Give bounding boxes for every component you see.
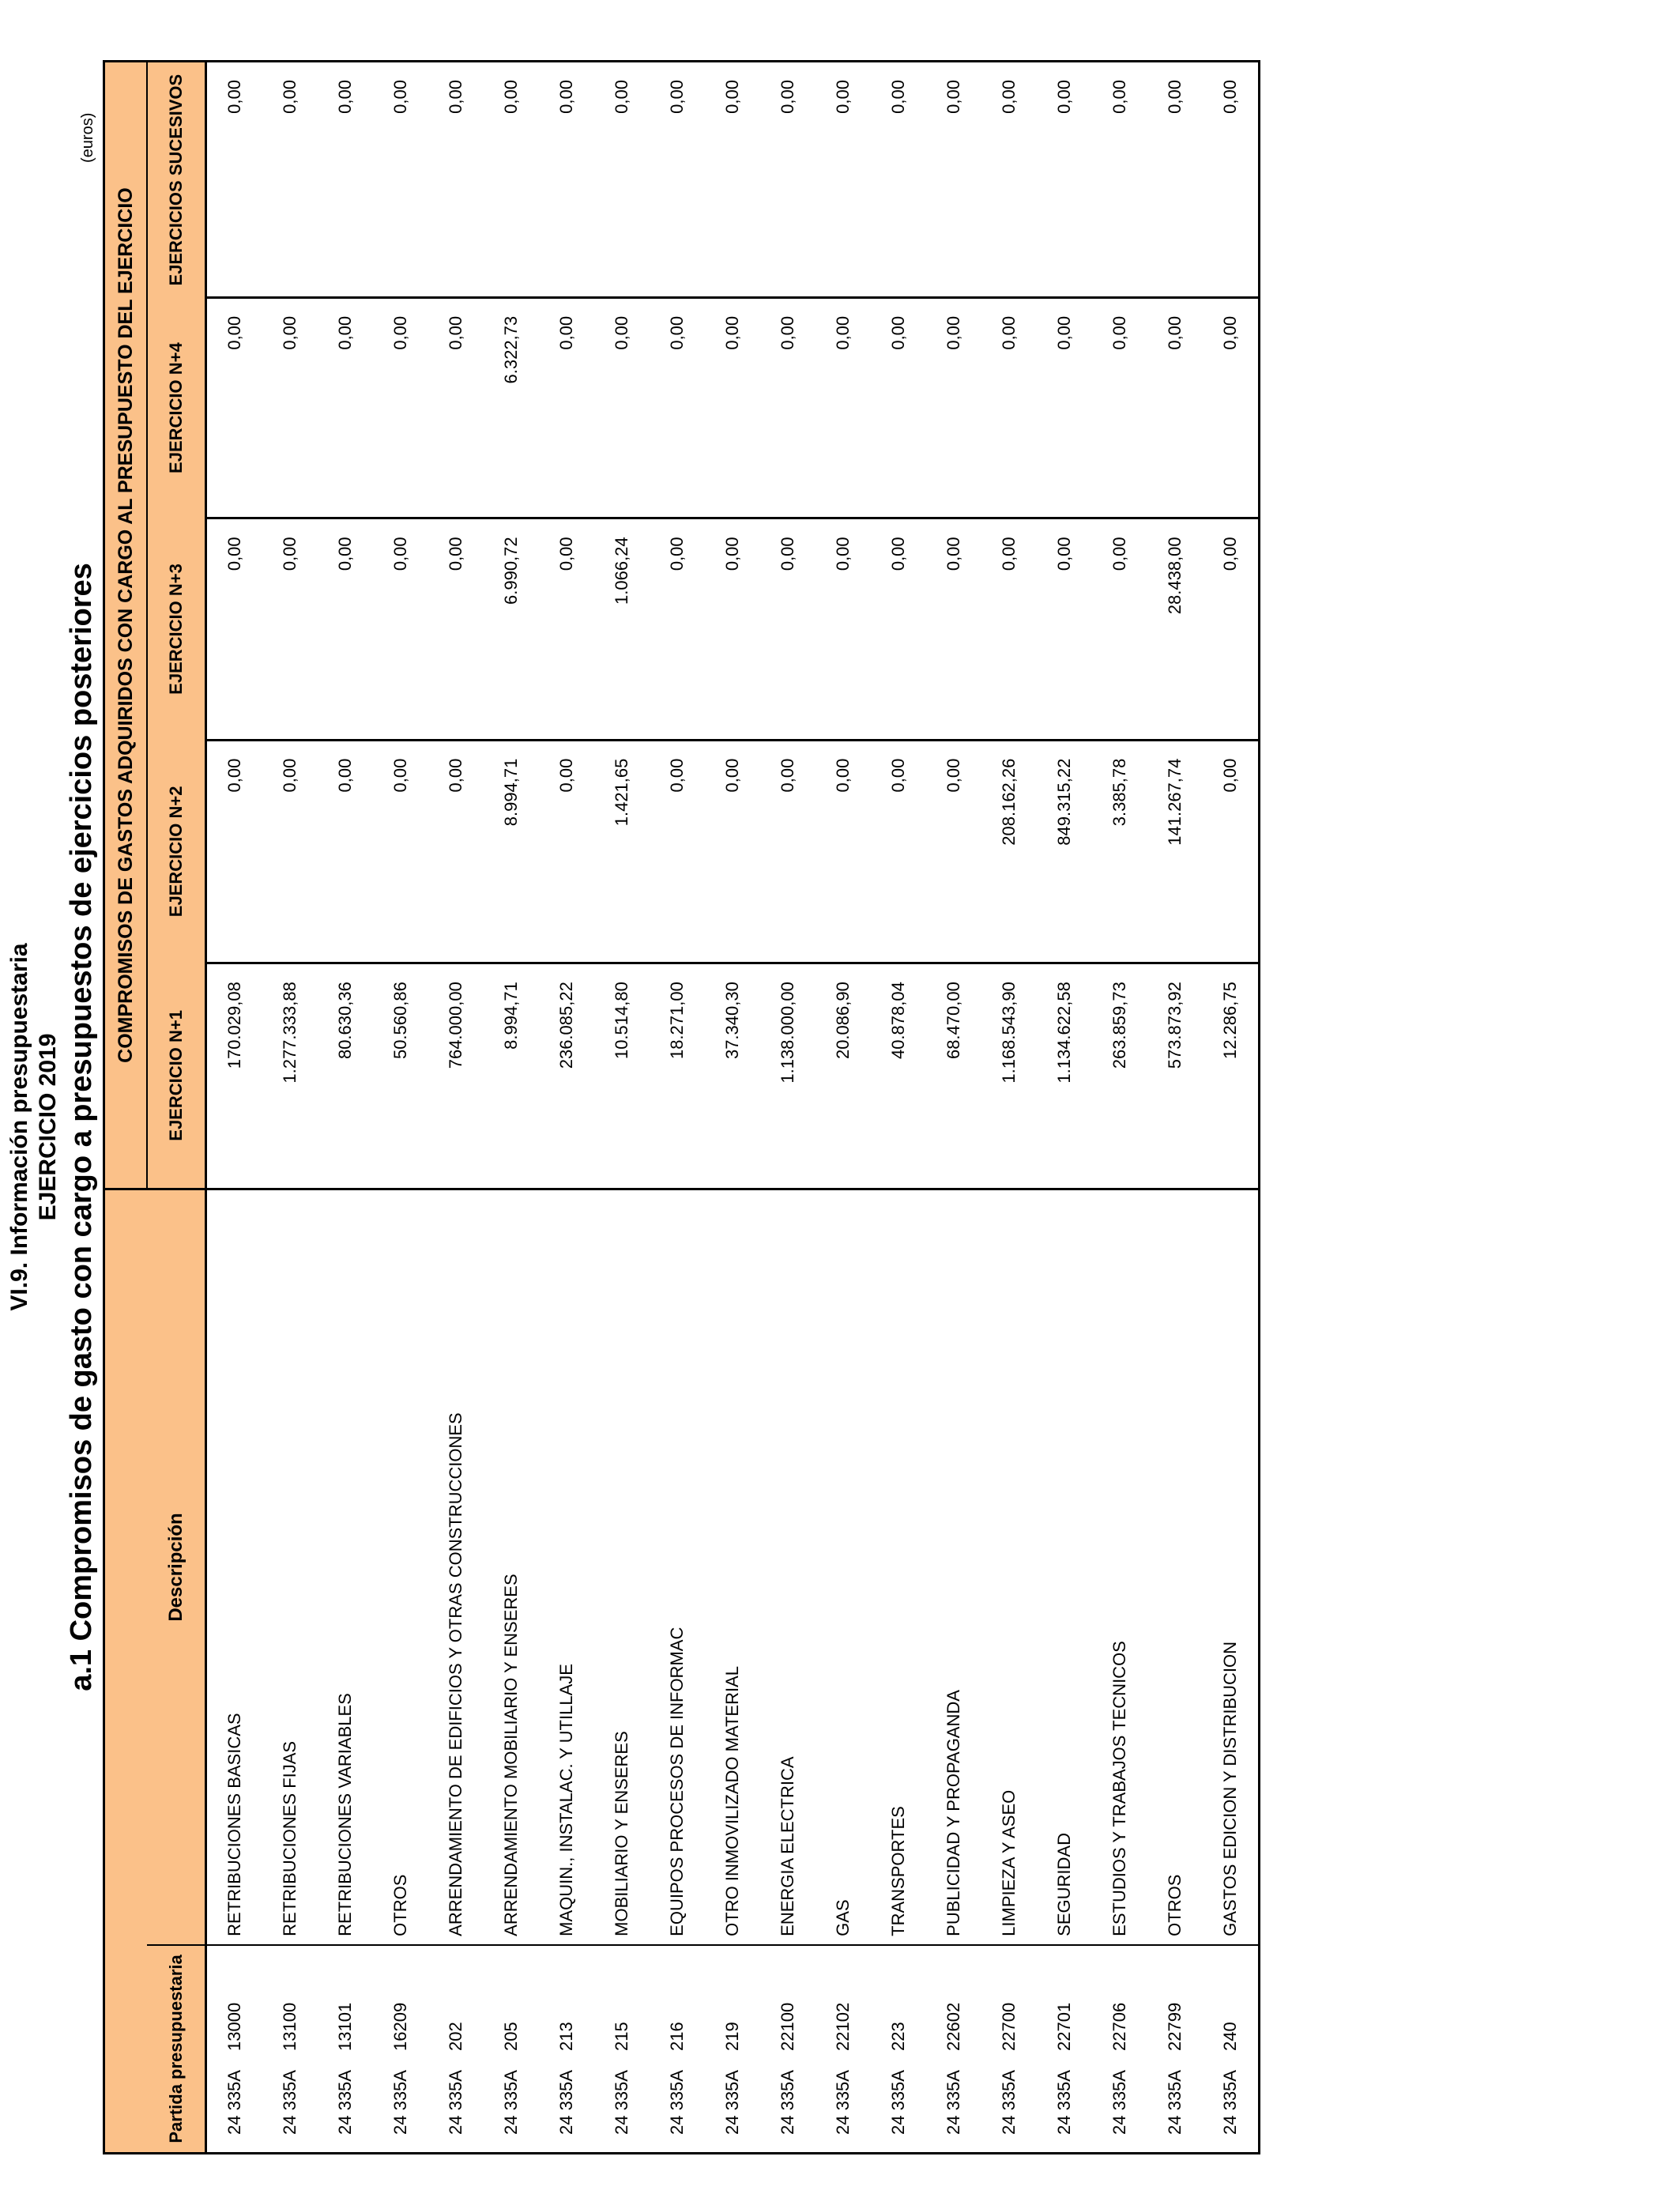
col-header-partida: Partida presupuestaria bbox=[147, 1945, 206, 2154]
cell-n3: 0,00 bbox=[539, 518, 594, 740]
table-row bbox=[373, 62, 428, 2154]
cell-descripcion: ARRENDAMIENTO DE EDIFICIOS Y OTRAS CONSTRUCCIONES bbox=[428, 1189, 484, 1945]
cell-descripcion: OTROS bbox=[373, 1189, 428, 1945]
partida-concepto: 240 bbox=[1220, 2022, 1240, 2051]
cell-n4: 0,00 bbox=[262, 297, 318, 518]
rotated-page bbox=[0, 60, 1680, 2194]
cell-n3: 0,00 bbox=[1092, 518, 1147, 740]
group-header: COMPROMISOS DE GASTOS ADQUIRIDOS CON CARGO AL PRESUPUESTO DEL EJERCICIO bbox=[104, 62, 148, 1189]
cell-n1: 1.138.000,00 bbox=[760, 963, 816, 1189]
partida-capitulo: 24 335A bbox=[501, 2070, 521, 2135]
partida-concepto: 215 bbox=[612, 2022, 631, 2051]
cell-n3: 28.438,00 bbox=[1147, 518, 1203, 740]
cell-n1: 1.277.333,88 bbox=[262, 963, 318, 1189]
cell-sucesivos: 0,00 bbox=[539, 62, 594, 298]
partida-capitulo: 24 335A bbox=[778, 2070, 797, 2135]
col-header-n2: EJERCICIO N+2 bbox=[147, 740, 206, 963]
cell-n3: 0,00 bbox=[318, 518, 373, 740]
cell-partida bbox=[1203, 1945, 1260, 2154]
cell-n3: 0,00 bbox=[760, 518, 816, 740]
partida-concepto: 219 bbox=[722, 2022, 742, 2051]
cell-partida bbox=[206, 1945, 263, 2154]
partida-capitulo: 24 335A bbox=[556, 2070, 576, 2135]
cell-partida bbox=[594, 1945, 650, 2154]
partida-concepto: 16209 bbox=[390, 2002, 410, 2051]
col-header-n1: EJERCICIO N+1 bbox=[147, 963, 206, 1189]
cell-partida bbox=[262, 1945, 318, 2154]
partida-concepto: 216 bbox=[667, 2022, 687, 2051]
cell-descripcion: RETRIBUCIONES BASICAS bbox=[206, 1189, 263, 1945]
cell-sucesivos: 0,00 bbox=[1092, 62, 1147, 298]
table-row bbox=[926, 62, 981, 2154]
cell-n2: 0,00 bbox=[760, 740, 816, 963]
partida-concepto: 22602 bbox=[944, 2002, 963, 2051]
cell-n4: 0,00 bbox=[1203, 297, 1260, 518]
cell-n1: 10.514,80 bbox=[594, 963, 650, 1189]
cell-n4: 0,00 bbox=[705, 297, 760, 518]
cell-n2: 0,00 bbox=[206, 740, 263, 963]
cell-descripcion: MOBILIARIO Y ENSERES bbox=[594, 1189, 650, 1945]
partida-capitulo: 24 335A bbox=[446, 2070, 465, 2135]
partida-concepto: 13101 bbox=[335, 2002, 355, 2051]
cell-partida bbox=[650, 1945, 705, 2154]
cell-n3: 0,00 bbox=[1037, 518, 1092, 740]
cell-n2: 0,00 bbox=[318, 740, 373, 963]
cell-partida bbox=[1092, 1945, 1147, 2154]
cell-n2: 0,00 bbox=[705, 740, 760, 963]
section-title: VI.9. Información presupuestaria bbox=[6, 943, 32, 1311]
cell-partida bbox=[318, 1945, 373, 2154]
cell-n1: 1.168.543,90 bbox=[981, 963, 1037, 1189]
partida-capitulo: 24 335A bbox=[1109, 2070, 1129, 2135]
cell-n2: 849.315,22 bbox=[1037, 740, 1092, 963]
partida-capitulo: 24 335A bbox=[667, 2070, 687, 2135]
table-body bbox=[206, 62, 1260, 2154]
cell-partida bbox=[373, 1945, 428, 2154]
partida-concepto: 22700 bbox=[999, 2002, 1019, 2051]
cell-sucesivos: 0,00 bbox=[760, 62, 816, 298]
col-header-n4: EJERCICIO N+4 bbox=[147, 297, 206, 518]
table-row bbox=[1147, 62, 1203, 2154]
partida-concepto: 202 bbox=[446, 2022, 465, 2051]
cell-n2: 1.421,65 bbox=[594, 740, 650, 963]
cell-descripcion: MAQUIN., INSTALAC. Y UTILLAJE bbox=[539, 1189, 594, 1945]
table-row bbox=[981, 62, 1037, 2154]
partida-concepto: 22701 bbox=[1054, 2002, 1074, 2051]
cell-n4: 0,00 bbox=[1092, 297, 1147, 518]
cell-n3: 0,00 bbox=[428, 518, 484, 740]
col-header-n3: EJERCICIO N+3 bbox=[147, 518, 206, 740]
table-row bbox=[816, 62, 871, 2154]
cell-n1: 236.085,22 bbox=[539, 963, 594, 1189]
header-blank-mid bbox=[104, 1189, 148, 1945]
cell-n1: 40.878,04 bbox=[871, 963, 926, 1189]
table-row bbox=[428, 62, 484, 2154]
cell-sucesivos: 0,00 bbox=[926, 62, 981, 298]
cell-partida bbox=[539, 1945, 594, 2154]
cell-descripcion: ESTUDIOS Y TRABAJOS TECNICOS bbox=[1092, 1189, 1147, 1945]
partida-capitulo: 24 335A bbox=[999, 2070, 1019, 2135]
cell-n4: 0,00 bbox=[206, 297, 263, 518]
cell-sucesivos: 0,00 bbox=[206, 62, 263, 298]
cell-n4: 0,00 bbox=[760, 297, 816, 518]
cell-n4: 0,00 bbox=[650, 297, 705, 518]
cell-descripcion: GAS bbox=[816, 1189, 871, 1945]
partida-capitulo: 24 335A bbox=[224, 2070, 244, 2135]
partida-capitulo: 24 335A bbox=[335, 2070, 355, 2135]
cell-partida bbox=[816, 1945, 871, 2154]
partida-concepto: 22100 bbox=[778, 2002, 797, 2051]
cell-descripcion: OTROS bbox=[1147, 1189, 1203, 1945]
partida-concepto: 13000 bbox=[224, 2002, 244, 2051]
partida-concepto: 213 bbox=[556, 2022, 576, 2051]
cell-n3: 0,00 bbox=[1203, 518, 1260, 740]
cell-n4: 0,00 bbox=[871, 297, 926, 518]
cell-n3: 0,00 bbox=[926, 518, 981, 740]
cell-n1: 50.560,86 bbox=[373, 963, 428, 1189]
cell-n2: 0,00 bbox=[539, 740, 594, 963]
cell-descripcion: ENERGIA ELECTRICA bbox=[760, 1189, 816, 1945]
cell-n3: 0,00 bbox=[816, 518, 871, 740]
cell-n4: 0,00 bbox=[318, 297, 373, 518]
partida-capitulo: 24 335A bbox=[888, 2070, 908, 2135]
cell-n1: 170.029,08 bbox=[206, 963, 263, 1189]
cell-descripcion: TRANSPORTES bbox=[871, 1189, 926, 1945]
table-row bbox=[871, 62, 926, 2154]
cell-sucesivos: 0,00 bbox=[705, 62, 760, 298]
cell-partida bbox=[428, 1945, 484, 2154]
partida-capitulo: 24 335A bbox=[1165, 2070, 1185, 2135]
cell-n1: 764.000,00 bbox=[428, 963, 484, 1189]
cell-n1: 20.086,90 bbox=[816, 963, 871, 1189]
cell-n3: 1.066,24 bbox=[594, 518, 650, 740]
cell-sucesivos: 0,00 bbox=[981, 62, 1037, 298]
partida-capitulo: 24 335A bbox=[833, 2070, 853, 2135]
cell-n4: 0,00 bbox=[1037, 297, 1092, 518]
cell-sucesivos: 0,00 bbox=[594, 62, 650, 298]
table-row bbox=[760, 62, 816, 2154]
cell-descripcion: GASTOS EDICION Y DISTRIBUCION bbox=[1203, 1189, 1260, 1945]
partida-capitulo: 24 335A bbox=[612, 2070, 631, 2135]
cell-n2: 0,00 bbox=[428, 740, 484, 963]
cell-descripcion: PUBLICIDAD Y PROPAGANDA bbox=[926, 1189, 981, 1945]
cell-n4: 0,00 bbox=[594, 297, 650, 518]
cell-sucesivos: 0,00 bbox=[428, 62, 484, 298]
cell-n3: 0,00 bbox=[650, 518, 705, 740]
partida-capitulo: 24 335A bbox=[1220, 2070, 1240, 2135]
cell-n3: 0,00 bbox=[871, 518, 926, 740]
table-row bbox=[539, 62, 594, 2154]
col-header-sucesivos: EJERCICIOS SUCESIVOS bbox=[147, 62, 206, 298]
cell-partida bbox=[705, 1945, 760, 2154]
cell-partida bbox=[981, 1945, 1037, 2154]
cell-sucesivos: 0,00 bbox=[262, 62, 318, 298]
currency-unit: (euros) bbox=[79, 112, 96, 163]
cell-sucesivos: 0,00 bbox=[1147, 62, 1203, 298]
cell-sucesivos: 0,00 bbox=[871, 62, 926, 298]
partida-concepto: 22799 bbox=[1165, 2002, 1185, 2051]
table-row bbox=[594, 62, 650, 2154]
table-row bbox=[262, 62, 318, 2154]
partida-concepto: 223 bbox=[888, 2022, 908, 2051]
cell-n1: 573.873,92 bbox=[1147, 963, 1203, 1189]
cell-n4: 0,00 bbox=[428, 297, 484, 518]
cell-n4: 0,00 bbox=[816, 297, 871, 518]
cell-n1: 37.340,30 bbox=[705, 963, 760, 1189]
cell-n2: 3.385,78 bbox=[1092, 740, 1147, 963]
cell-n3: 0,00 bbox=[705, 518, 760, 740]
cell-partida bbox=[760, 1945, 816, 2154]
table-row bbox=[1092, 62, 1147, 2154]
cell-partida bbox=[1147, 1945, 1203, 2154]
cell-n3: 0,00 bbox=[981, 518, 1037, 740]
cell-n2: 208.162,26 bbox=[981, 740, 1037, 963]
cell-n1: 12.286,75 bbox=[1203, 963, 1260, 1189]
cell-n4: 0,00 bbox=[926, 297, 981, 518]
cell-partida bbox=[871, 1945, 926, 2154]
partida-capitulo: 24 335A bbox=[944, 2070, 963, 2135]
cell-sucesivos: 0,00 bbox=[484, 62, 539, 298]
header-blank-left bbox=[104, 1945, 148, 2154]
cell-n4: 0,00 bbox=[539, 297, 594, 518]
cell-descripcion: SEGURIDAD bbox=[1037, 1189, 1092, 1945]
cell-n1: 68.470,00 bbox=[926, 963, 981, 1189]
partida-capitulo: 24 335A bbox=[390, 2070, 410, 2135]
partida-concepto: 13100 bbox=[280, 2002, 299, 2051]
cell-partida bbox=[1037, 1945, 1092, 2154]
partida-capitulo: 24 335A bbox=[1054, 2070, 1074, 2135]
cell-sucesivos: 0,00 bbox=[1203, 62, 1260, 298]
cell-descripcion: LIMPIEZA Y ASEO bbox=[981, 1189, 1037, 1945]
cell-n4: 0,00 bbox=[373, 297, 428, 518]
cell-descripcion: RETRIBUCIONES VARIABLES bbox=[318, 1189, 373, 1945]
cell-n4: 6.322,73 bbox=[484, 297, 539, 518]
cell-sucesivos: 0,00 bbox=[650, 62, 705, 298]
table-row bbox=[705, 62, 760, 2154]
cell-n2: 0,00 bbox=[871, 740, 926, 963]
table-row bbox=[1203, 62, 1260, 2154]
cell-n1: 80.630,36 bbox=[318, 963, 373, 1189]
cell-descripcion: EQUIPOS PROCESOS DE INFORMAC bbox=[650, 1189, 705, 1945]
cell-descripcion: OTRO INMOVILIZADO MATERIAL bbox=[705, 1189, 760, 1945]
table-row bbox=[206, 62, 263, 2154]
cell-partida bbox=[484, 1945, 539, 2154]
cell-n3: 6.990,72 bbox=[484, 518, 539, 740]
cell-sucesivos: 0,00 bbox=[318, 62, 373, 298]
partida-capitulo: 24 335A bbox=[280, 2070, 299, 2135]
cell-n1: 1.134.622,58 bbox=[1037, 963, 1092, 1189]
cell-n2: 141.267,74 bbox=[1147, 740, 1203, 963]
commitments-table bbox=[103, 60, 1260, 2154]
cell-n2: 0,00 bbox=[926, 740, 981, 963]
cell-n3: 0,00 bbox=[373, 518, 428, 740]
cell-n1: 8.994,71 bbox=[484, 963, 539, 1189]
fiscal-year-title: EJERCICIO 2019 bbox=[35, 1033, 61, 1221]
cell-descripcion: RETRIBUCIONES FIJAS bbox=[262, 1189, 318, 1945]
cell-partida bbox=[926, 1945, 981, 2154]
table-row bbox=[1037, 62, 1092, 2154]
cell-n2: 0,00 bbox=[1203, 740, 1260, 963]
cell-n1: 18.271,00 bbox=[650, 963, 705, 1189]
col-header-descripcion: Descripción bbox=[147, 1189, 206, 1945]
partida-concepto: 22102 bbox=[833, 2002, 853, 2051]
cell-n4: 0,00 bbox=[1147, 297, 1203, 518]
cell-n1: 263.859,73 bbox=[1092, 963, 1147, 1189]
table-row bbox=[318, 62, 373, 2154]
table-row bbox=[650, 62, 705, 2154]
partida-concepto: 205 bbox=[501, 2022, 521, 2051]
partida-capitulo: 24 335A bbox=[722, 2070, 742, 2135]
cell-n4: 0,00 bbox=[981, 297, 1037, 518]
cell-n2: 0,00 bbox=[373, 740, 428, 963]
table-row bbox=[484, 62, 539, 2154]
cell-n2: 0,00 bbox=[816, 740, 871, 963]
cell-n2: 0,00 bbox=[650, 740, 705, 963]
cell-sucesivos: 0,00 bbox=[373, 62, 428, 298]
cell-n3: 0,00 bbox=[262, 518, 318, 740]
partida-concepto: 22706 bbox=[1109, 2002, 1129, 2051]
cell-n2: 0,00 bbox=[262, 740, 318, 963]
table-title: a.1 Compromisos de gasto con cargo a presupuestos de ejercicios posteriores bbox=[65, 563, 98, 1691]
cell-sucesivos: 0,00 bbox=[816, 62, 871, 298]
cell-descripcion: ARRENDAMIENTO MOBILIARIO Y ENSERES bbox=[484, 1189, 539, 1945]
cell-n3: 0,00 bbox=[206, 518, 263, 740]
cell-n2: 8.994,71 bbox=[484, 740, 539, 963]
cell-sucesivos: 0,00 bbox=[1037, 62, 1092, 298]
